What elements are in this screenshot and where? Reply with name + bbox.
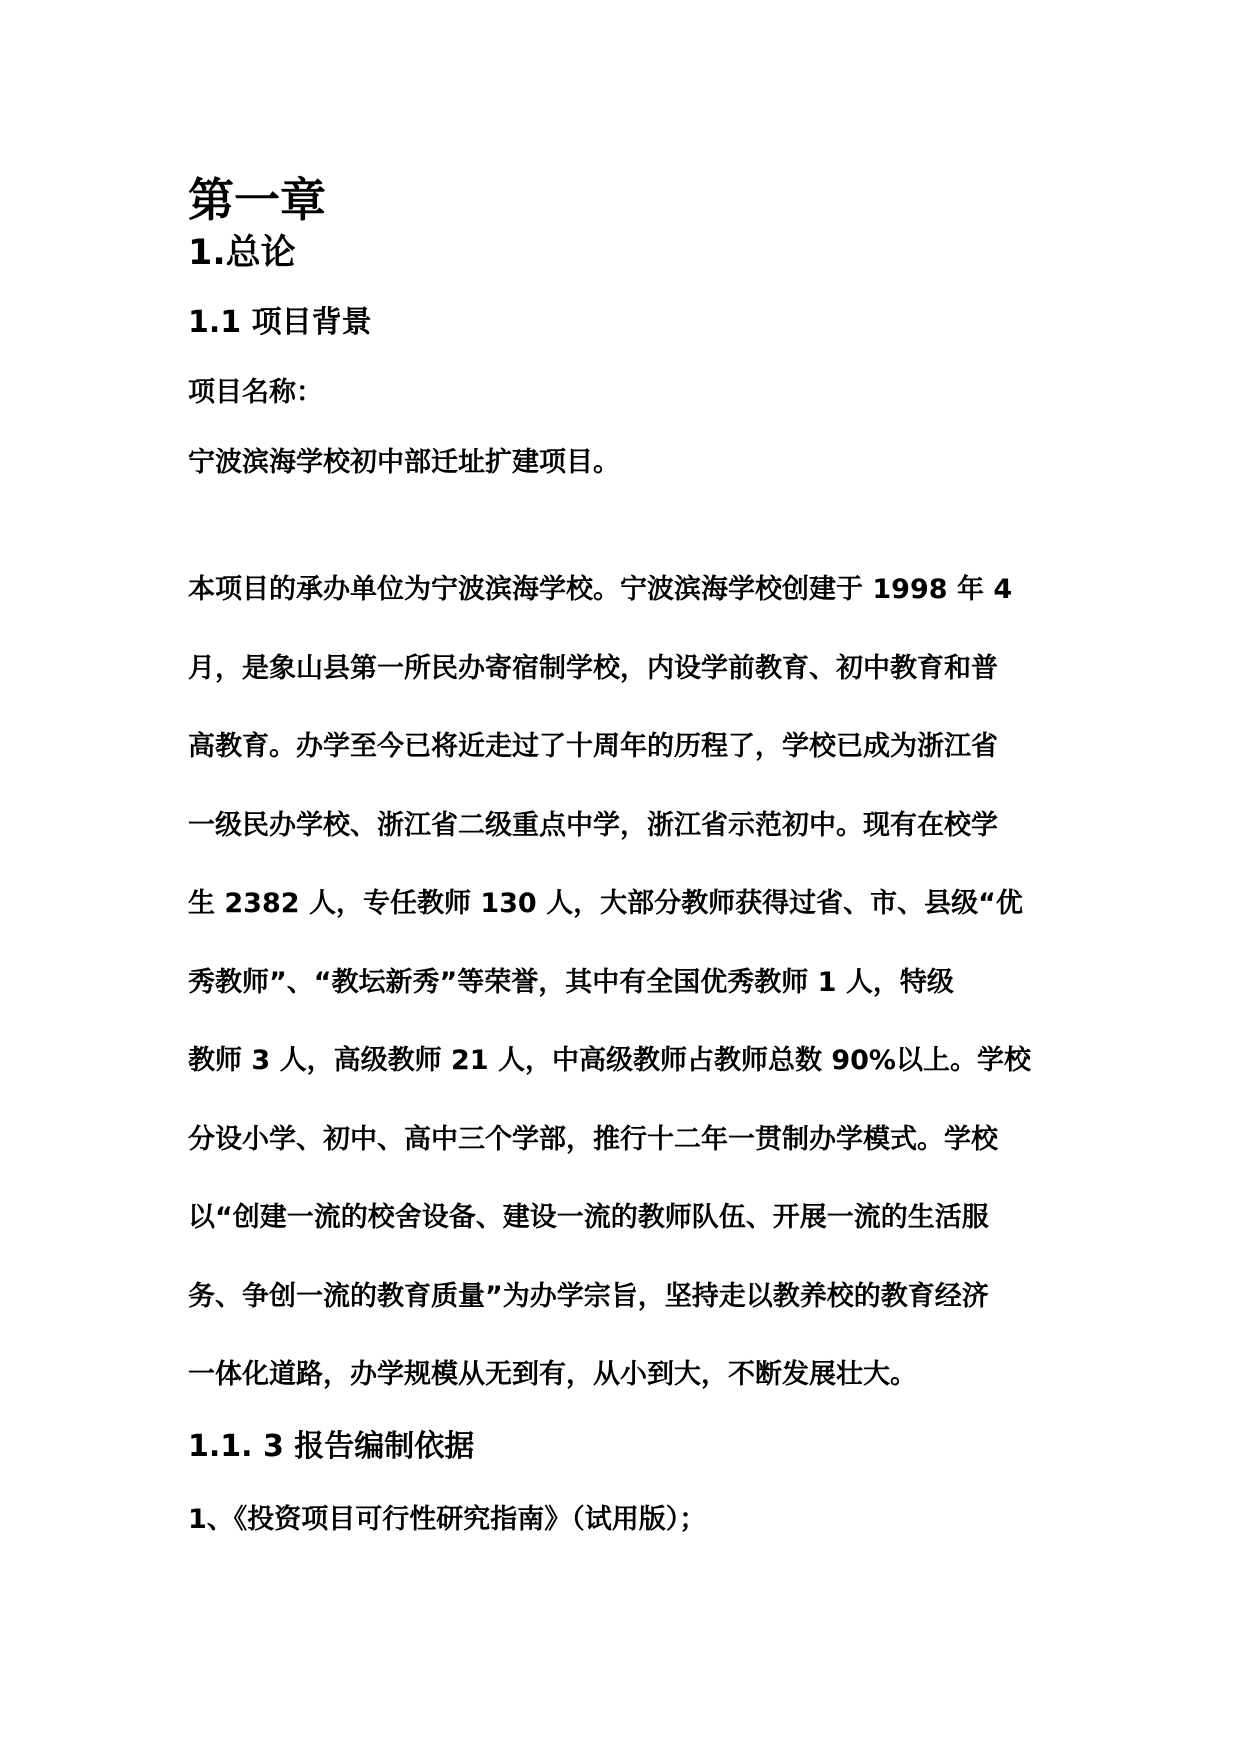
paragraph-line: 秀教师”、“教坛新秀”等荣誉，其中有全国优秀教师 1 人，特级 xyxy=(188,966,954,998)
paragraph-line: 务、争创一流的教育质量”为办学宗旨，坚持走以教养校的教育经济 xyxy=(188,1280,989,1312)
section-title: 1.总论 xyxy=(188,233,296,273)
basis-item: 1、《投资项目可行性研究指南》（试用版）； xyxy=(188,1504,707,1535)
paragraph-line: 一级民办学校、浙江省二级重点中学，浙江省示范初中。现有在校学 xyxy=(188,809,998,841)
project-name-label: 项目名称： xyxy=(188,377,323,408)
background-paragraph xyxy=(188,570,1068,1434)
paragraph-line: 月，是象山县第一所民办寄宿制学校，内设学前教育、初中教育和普 xyxy=(188,652,998,684)
chapter-title: 第一章 xyxy=(188,173,326,227)
paragraph-line: 教师 3 人，高级教师 21 人，中高级教师占教师总数 90%以上。学校 xyxy=(188,1045,1031,1076)
project-name-value: 宁波滨海学校初中部迁址扩建项目。 xyxy=(188,447,620,478)
paragraph-line: 一体化道路，办学规模从无到有，从小到大，不断发展壮大。 xyxy=(188,1359,917,1390)
basis-title: 1.1. 3 报告编制依据 xyxy=(188,1429,475,1464)
paragraph-line: 分设小学、初中、高中三个学部，推行十二年一贯制办学模式。学校 xyxy=(188,1123,998,1155)
subsection-title: 1.1 项目背景 xyxy=(188,305,372,340)
paragraph-line: 高教育。办学至今已将近走过了十周年的历程了，学校已成为浙江省 xyxy=(188,731,998,762)
paragraph-line: 本项目的承办单位为宁波滨海学校。宁波滨海学校创建于 1998 年 4 xyxy=(188,574,1013,605)
paragraph-line: 以“创建一流的校舍设备、建设一流的教师队伍、开展一流的生活服 xyxy=(188,1202,989,1233)
paragraph-line: 生 2382 人，专任教师 130 人，大部分教师获得过省、市、县级“优 xyxy=(188,888,1023,919)
